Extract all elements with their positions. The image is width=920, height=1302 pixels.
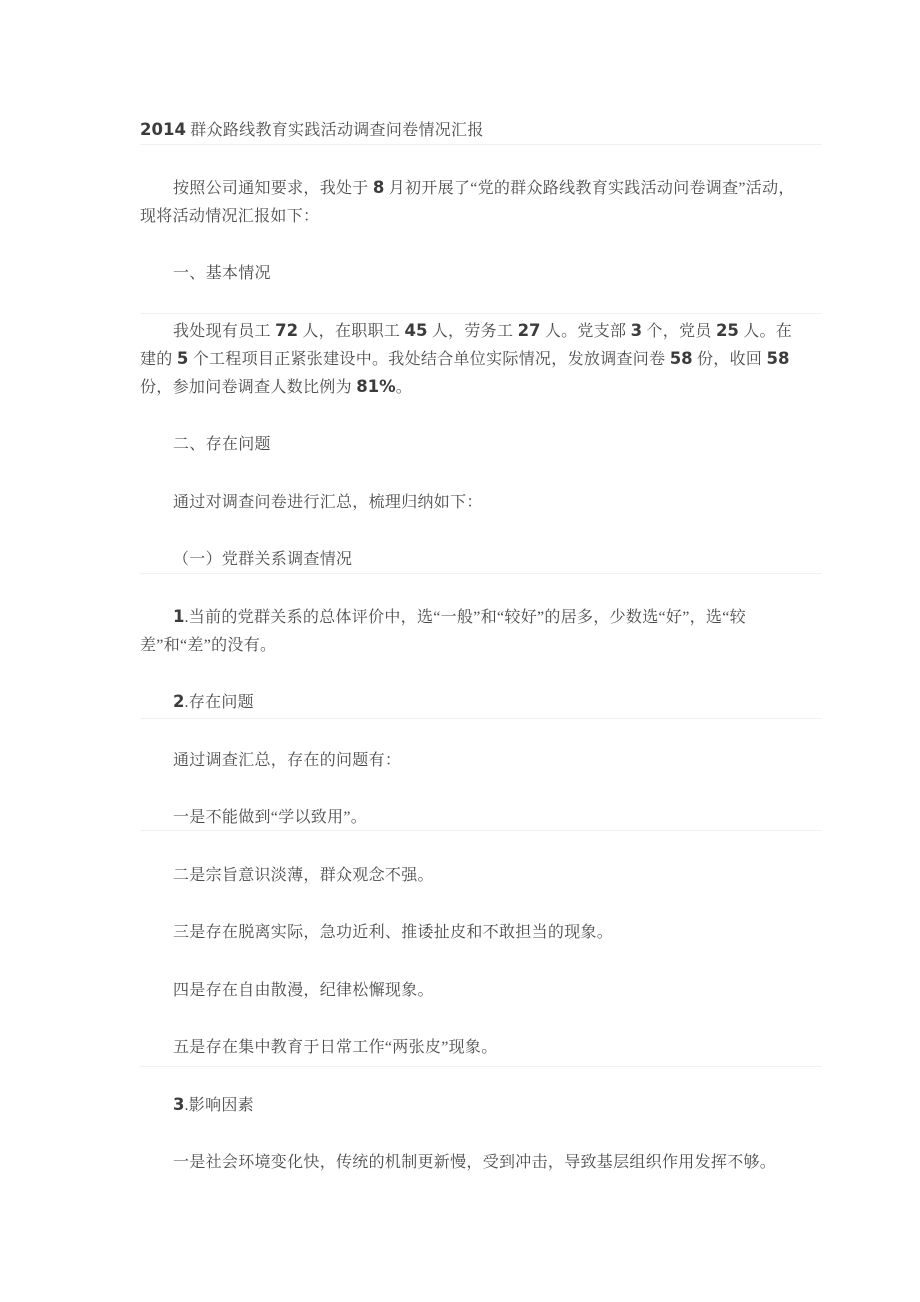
heading-basic-situation: 一、基本情况 — [173, 265, 271, 282]
numeric-value: 25 — [715, 320, 739, 340]
paragraph-summary-intro: 通过对调查问卷进行汇总，梳理归纳如下： — [173, 493, 483, 511]
paragraph-problem-2: 二是宗旨意识淡薄，群众观念不强。 — [173, 866, 434, 884]
heading-party-mass-survey: （一）党群关系调查情况 — [173, 551, 353, 568]
heading-influencing-factors: 3.影响因素 — [173, 1094, 254, 1114]
numeric-value: 2 — [173, 692, 185, 711]
numeric-value: 2014 — [140, 120, 186, 139]
numeric-value: 58 — [669, 348, 693, 368]
divider-line — [140, 144, 822, 145]
numeric-value: 3 — [173, 1094, 185, 1114]
numeric-value: 27 — [517, 320, 541, 340]
heading-existing-problems: 二、存在问题 — [173, 436, 271, 453]
heading-problems-item: 2.存在问题 — [173, 692, 254, 711]
numeric-value: 8 — [372, 177, 385, 197]
divider-line — [140, 573, 822, 574]
divider-line — [140, 1066, 822, 1067]
numeric-value: 1 — [173, 606, 185, 626]
paragraph-problem-5: 五是存在集中教育于日常工作“两张皮”现象。 — [173, 1039, 498, 1056]
divider-line — [140, 830, 822, 831]
numeric-value: 81% — [356, 376, 396, 396]
divider-line — [140, 718, 822, 719]
numeric-value: 72 — [275, 320, 299, 340]
numeric-value: 58 — [766, 348, 790, 368]
numeric-value: 45 — [404, 320, 428, 340]
paragraph-factor-1: 一是社会环境变化快，传统的机制更新慢，受到冲击，导致基层组织作用发挥不够。 — [173, 1154, 777, 1171]
numeric-value: 3 — [630, 320, 643, 340]
paragraph-problem-4: 四是存在自由散漫，纪律松懈现象。 — [173, 981, 434, 999]
paragraph-overall-evaluation: 1.当前的党群关系的总体评价中，选“一般”和“较好”的居多，少数选“好”，选“较差”和“差”的没有。 — [140, 606, 746, 654]
document-title: 2014 群众路线教育实践活动调查问卷情况汇报 — [140, 120, 484, 139]
paragraph-problem-1: 一是不能做到“学以致用”。 — [173, 809, 368, 826]
document-content — [140, 117, 798, 1207]
paragraph-problem-3: 三是存在脱离实际，急功近利、推诿扯皮和不敢担当的现象。 — [173, 924, 614, 941]
paragraph-basic-stats: 我处现有员工 72 人，在职职工 45 人，劳务工 27 人。党支部 3 个，党员 25 人。在建的 5 个工程项目正紧张建设中。我处结合单位实际情况，发放调查问卷 58 份，收回 58 份，参加问卷调查人数比例为 81%。 — [140, 320, 793, 396]
numeric-value: 5 — [176, 348, 189, 368]
divider-line — [140, 313, 822, 314]
paragraph-intro: 按照公司通知要求，我处于 8 月初开展了“党的群众路线教育实践活动问卷调查”活动，现将活动情况汇报如下： — [140, 177, 795, 225]
paragraph-problems-intro: 通过调查汇总，存在的问题有： — [173, 751, 402, 769]
